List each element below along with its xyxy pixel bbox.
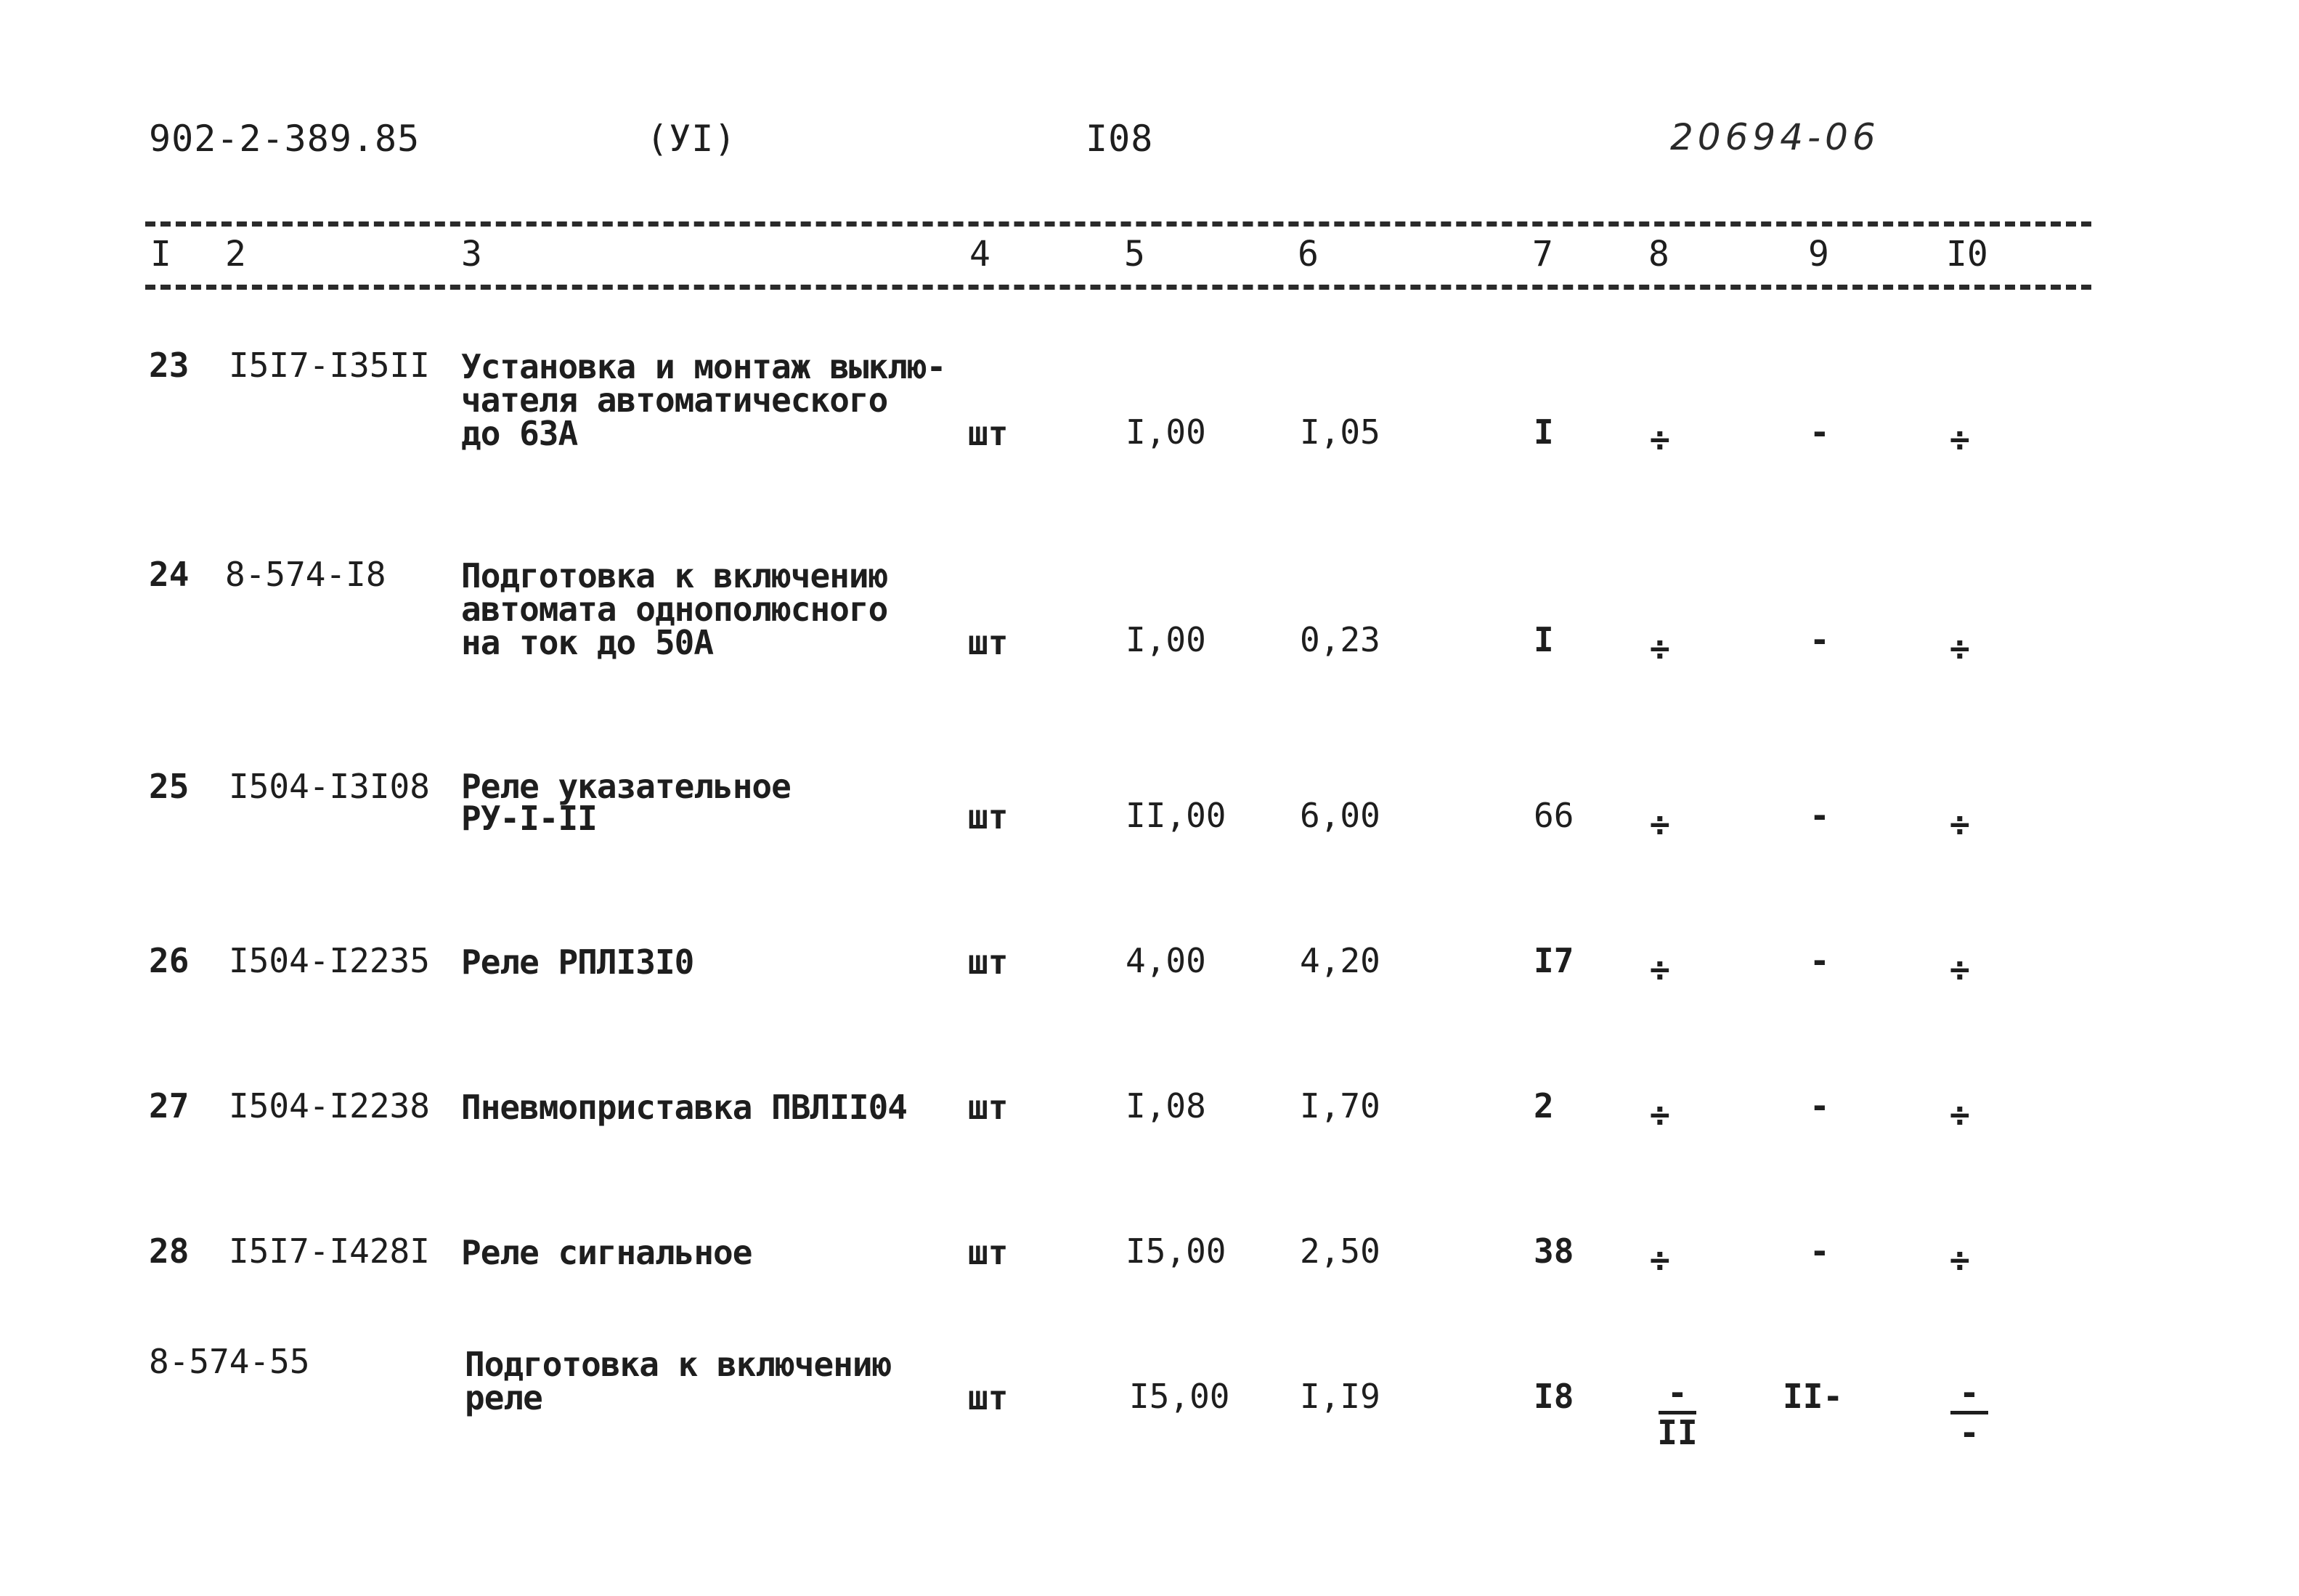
row-number: 25 bbox=[149, 767, 190, 806]
description-line: Реле указательное bbox=[461, 767, 791, 806]
header-divider-top bbox=[145, 221, 2091, 227]
row-number: 28 bbox=[149, 1231, 190, 1271]
norm-value: I,I9 bbox=[1300, 1377, 1380, 1416]
column-10-value: ÷ bbox=[1950, 805, 1970, 844]
column-7-value: I8 bbox=[1534, 1377, 1574, 1416]
quantity: I5,00 bbox=[1126, 1231, 1226, 1271]
row-number: 23 bbox=[149, 346, 190, 385]
column-8-value: ÷ bbox=[1650, 950, 1670, 989]
description-line: Реле сигнальное bbox=[461, 1233, 752, 1272]
norm-value: 0,23 bbox=[1300, 620, 1380, 659]
column-9-value: - bbox=[1810, 620, 1830, 659]
item-code: 8-574-I8 bbox=[225, 555, 386, 594]
row-number: 27 bbox=[149, 1086, 190, 1125]
column-10-value: ÷ bbox=[1950, 1095, 1970, 1134]
description-line: Подготовка к включению bbox=[461, 556, 888, 595]
column-9-value: II- bbox=[1783, 1377, 1844, 1416]
description-line: автомата однополюсного bbox=[461, 590, 888, 629]
column-7-value: I7 bbox=[1534, 941, 1574, 980]
quantity: I5,00 bbox=[1129, 1377, 1230, 1416]
unit: шт bbox=[968, 623, 1009, 662]
page-number: I08 bbox=[1086, 118, 1154, 160]
column-7-value: I bbox=[1534, 412, 1554, 452]
item-code: I504-I2235 bbox=[229, 941, 430, 980]
description-line: Реле РПЛI3I0 bbox=[461, 942, 694, 982]
column-9-value: - bbox=[1810, 796, 1830, 835]
description-line: Пневмоприставка ПВЛII04 bbox=[461, 1088, 907, 1127]
norm-value: 2,50 bbox=[1300, 1231, 1380, 1271]
fraction-top: - bbox=[1959, 1373, 1979, 1412]
column-header-9: 9 bbox=[1808, 234, 1829, 274]
fraction-bottom: - bbox=[1959, 1413, 1979, 1452]
column-7-value: I bbox=[1534, 620, 1554, 659]
column-10-fraction bbox=[1948, 1373, 1991, 1452]
doc-code: 902-2-389.85 bbox=[149, 118, 420, 160]
column-header-1: I bbox=[150, 234, 171, 274]
description-line: до 63А bbox=[461, 414, 578, 453]
column-header-10: I0 bbox=[1946, 234, 1988, 274]
item-code: I504-I3I08 bbox=[229, 767, 430, 806]
column-10-value: ÷ bbox=[1950, 950, 1970, 989]
norm-value: I,70 bbox=[1300, 1086, 1380, 1125]
column-8-value: ÷ bbox=[1650, 1240, 1670, 1279]
unit: шт bbox=[968, 1378, 1009, 1417]
column-9-value: - bbox=[1810, 412, 1830, 452]
unit: шт bbox=[968, 797, 1009, 836]
column-10-value: ÷ bbox=[1950, 629, 1970, 668]
item-code: 8-574-55 bbox=[149, 1342, 310, 1381]
column-header-6: 6 bbox=[1298, 234, 1319, 274]
item-code: I5I7-I428I bbox=[229, 1231, 430, 1271]
description-line: чателя автоматического bbox=[461, 380, 888, 420]
description-line: Подготовка к включению bbox=[465, 1345, 892, 1384]
quantity: I,08 bbox=[1126, 1086, 1206, 1125]
item-code: I5I7-I35II bbox=[229, 346, 430, 385]
column-10-value: ÷ bbox=[1950, 1240, 1970, 1279]
column-header-2: 2 bbox=[225, 234, 246, 274]
norm-value: I,05 bbox=[1300, 412, 1380, 452]
unit: шт bbox=[968, 942, 1009, 982]
column-header-5: 5 bbox=[1124, 234, 1145, 274]
column-9-value: - bbox=[1810, 1086, 1830, 1125]
section-label: (УI) bbox=[646, 118, 737, 160]
description-line: на ток до 50А bbox=[461, 623, 714, 662]
quantity: I,00 bbox=[1126, 620, 1206, 659]
unit: шт bbox=[968, 1088, 1009, 1127]
description-line: РУ-I-II bbox=[461, 799, 597, 838]
column-8-value: ÷ bbox=[1650, 420, 1670, 459]
unit: шт bbox=[968, 414, 1009, 453]
column-7-value: 2 bbox=[1534, 1086, 1554, 1125]
header-divider-bottom bbox=[145, 285, 2091, 290]
fraction-top: - bbox=[1667, 1373, 1688, 1412]
description-line: Установка и монтаж выклю- bbox=[461, 347, 946, 386]
column-8-fraction bbox=[1656, 1373, 1699, 1452]
quantity: I,00 bbox=[1126, 412, 1206, 452]
column-header-3: 3 bbox=[461, 234, 482, 274]
norm-value: 6,00 bbox=[1300, 796, 1380, 835]
row-number: 26 bbox=[149, 941, 190, 980]
column-7-value: 38 bbox=[1534, 1231, 1574, 1271]
unit: шт bbox=[968, 1233, 1009, 1272]
column-9-value: - bbox=[1810, 1231, 1830, 1271]
column-8-value: ÷ bbox=[1650, 805, 1670, 844]
fraction-bottom: II bbox=[1657, 1413, 1698, 1452]
row-number: 24 bbox=[149, 555, 190, 594]
column-7-value: 66 bbox=[1534, 796, 1574, 835]
column-8-value: ÷ bbox=[1650, 1095, 1670, 1134]
quantity: 4,00 bbox=[1126, 941, 1206, 980]
item-code: I504-I2238 bbox=[229, 1086, 430, 1125]
column-header-8: 8 bbox=[1648, 234, 1669, 274]
column-header-4: 4 bbox=[969, 234, 990, 274]
column-10-value: ÷ bbox=[1950, 420, 1970, 459]
column-header-7: 7 bbox=[1532, 234, 1553, 274]
norm-value: 4,20 bbox=[1300, 941, 1380, 980]
quantity: II,00 bbox=[1126, 796, 1226, 835]
column-9-value: - bbox=[1810, 941, 1830, 980]
inventory-number: 20694-06 bbox=[1670, 116, 1880, 158]
description-line: реле bbox=[465, 1378, 542, 1417]
column-8-value: ÷ bbox=[1650, 629, 1670, 668]
